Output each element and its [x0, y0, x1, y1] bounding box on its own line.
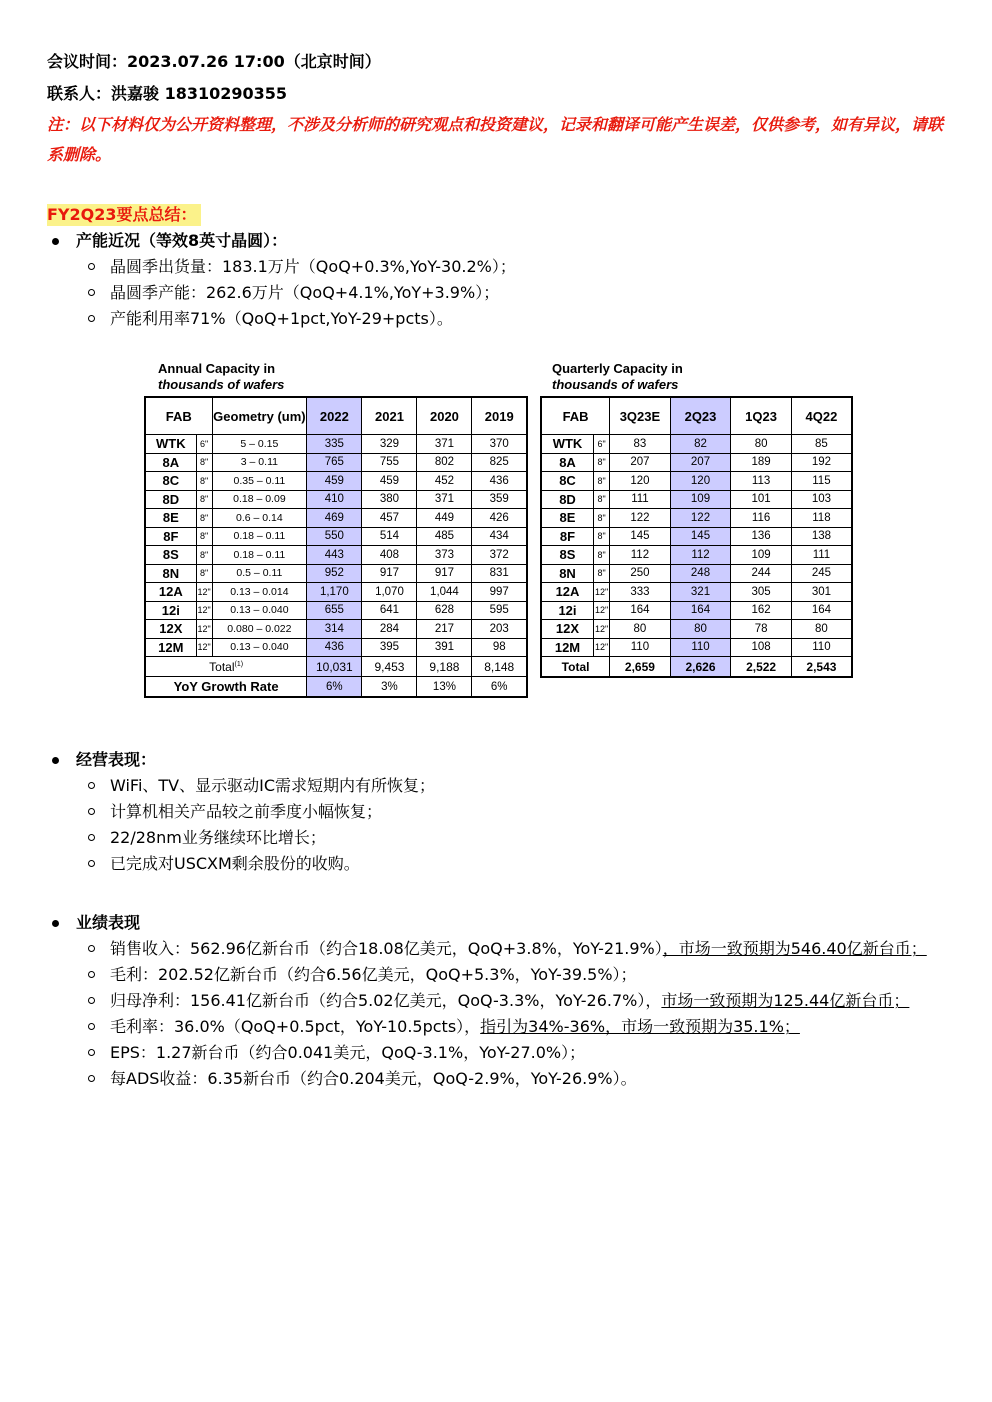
list-item: 22/28nm业务继续环比增长； [110, 825, 948, 851]
value-cell: 98 [472, 638, 527, 657]
value-cell: 115 [791, 472, 852, 491]
value-cell: 459 [307, 472, 362, 491]
growth-cell: 3% [362, 677, 417, 698]
fab-cell: 8D [541, 490, 594, 509]
col-header: 2019 [472, 397, 527, 435]
value-cell: 426 [472, 509, 527, 528]
value-cell: 138 [791, 527, 852, 546]
net-income-text: 归母净利：156.41亿新台币（约合5.02亿美元，QoQ-3.3%，YoY-26.7%）， [110, 991, 662, 1010]
value-cell: 314 [307, 620, 362, 639]
fab-cell: 8D [145, 490, 196, 509]
value-cell: 217 [417, 620, 472, 639]
capacity-list [48, 254, 948, 332]
annual-capacity-table [144, 396, 528, 698]
value-cell: 244 [731, 564, 792, 583]
value-cell: 408 [362, 546, 417, 565]
results-list [48, 936, 948, 1092]
growth-cell: 13% [417, 677, 472, 698]
value-cell: 628 [417, 601, 472, 620]
wafer-size-cell: 6" [594, 435, 610, 454]
value-cell: 111 [791, 546, 852, 565]
fab-cell: 8F [145, 527, 196, 546]
revenue-consensus: ，市场一致预期为546.40亿新台币； [662, 939, 927, 958]
annual-title-line1: Annual Capacity in [158, 361, 276, 376]
value-cell: 111 [610, 490, 671, 509]
col-header: 2Q23 [670, 397, 731, 435]
quarterly-capacity-table [540, 396, 853, 678]
list-item: WiFi、TV、显示驱动IC需求短期内有所恢复； [110, 773, 948, 799]
col-header: 1Q23 [731, 397, 792, 435]
wafer-size-cell: 8" [594, 472, 610, 491]
total-cell: 8,148 [472, 657, 527, 677]
value-cell: 372 [472, 546, 527, 565]
geometry-cell: 0.13 – 0.040 [212, 601, 307, 620]
value-cell: 207 [670, 453, 731, 472]
value-cell: 457 [362, 509, 417, 528]
operations-list [48, 773, 948, 877]
fab-cell: WTK [541, 435, 594, 454]
wafer-size-cell: 6" [196, 435, 212, 454]
table-row [541, 453, 852, 472]
value-cell: 110 [670, 638, 731, 657]
value-cell: 391 [417, 638, 472, 657]
value-cell: 120 [610, 472, 671, 491]
value-cell: 80 [791, 620, 852, 639]
value-cell: 373 [417, 546, 472, 565]
geometry-cell: 0.18 – 0.11 [212, 527, 307, 546]
gross-margin-text: 毛利率：36.0%（QoQ+0.5pct，YoY-10.5pcts）， [110, 1017, 481, 1036]
fab-cell: 12A [145, 583, 196, 602]
fab-cell: 8F [541, 527, 594, 546]
value-cell: 203 [472, 620, 527, 639]
summary-title: FY2Q23要点总结： [47, 204, 201, 226]
wafer-size-cell: 12" [196, 638, 212, 657]
value-cell: 101 [731, 490, 792, 509]
table-row [541, 472, 852, 491]
value-cell: 380 [362, 490, 417, 509]
list-item: 晶圆季出货量：183.1万片（QoQ+0.3%,YoY-30.2%）； [110, 254, 948, 280]
value-cell: 371 [417, 490, 472, 509]
table-row [145, 509, 527, 528]
value-cell: 110 [791, 638, 852, 657]
fab-cell: 8S [145, 546, 196, 565]
list-item-net-income [110, 988, 948, 1014]
table-row [145, 490, 527, 509]
fab-cell: 12M [541, 638, 594, 657]
value-cell: 301 [791, 583, 852, 602]
col-header: 2021 [362, 397, 417, 435]
list-item: 已完成对USCXM剩余股份的收购。 [110, 851, 948, 877]
growth-label: YoY Growth Rate [145, 677, 307, 698]
geometry-cell: 0.13 – 0.014 [212, 583, 307, 602]
value-cell: 370 [472, 435, 527, 454]
value-cell: 449 [417, 509, 472, 528]
fab-cell: 8C [145, 472, 196, 491]
wafer-size-cell: 8" [594, 527, 610, 546]
value-cell: 997 [472, 583, 527, 602]
value-cell: 469 [307, 509, 362, 528]
geometry-cell: 3 – 0.11 [212, 453, 307, 472]
results-section [48, 910, 948, 1092]
value-cell: 595 [472, 601, 527, 620]
wafer-size-cell: 12" [594, 583, 610, 602]
table-row [541, 601, 852, 620]
geometry-cell: 0.13 – 0.040 [212, 638, 307, 657]
value-cell: 655 [307, 601, 362, 620]
list-item-revenue [110, 936, 948, 962]
list-item-gross-margin [110, 1014, 948, 1040]
value-cell: 245 [791, 564, 852, 583]
value-cell: 110 [610, 638, 671, 657]
total-cell: 9,453 [362, 657, 417, 677]
table-row [145, 601, 527, 620]
value-cell: 917 [362, 564, 417, 583]
wafer-size-cell: 8" [594, 509, 610, 528]
value-cell: 395 [362, 638, 417, 657]
fab-cell: 12M [145, 638, 196, 657]
value-cell: 359 [472, 490, 527, 509]
wafer-size-cell: 8" [196, 564, 212, 583]
table-row [145, 527, 527, 546]
value-cell: 305 [731, 583, 792, 602]
value-cell: 459 [362, 472, 417, 491]
table-row [145, 472, 527, 491]
value-cell: 85 [791, 435, 852, 454]
value-cell: 80 [670, 620, 731, 639]
value-cell: 802 [417, 453, 472, 472]
growth-row [145, 677, 527, 698]
total-cell: 9,188 [417, 657, 472, 677]
wafer-size-cell: 12" [594, 620, 610, 639]
value-cell: 207 [610, 453, 671, 472]
annual-title-line2: thousands of wafers [158, 377, 285, 392]
table-row [541, 527, 852, 546]
geometry-cell: 0.080 – 0.022 [212, 620, 307, 639]
list-item-ads: 每ADS收益：6.35新台币（约合0.204美元，QoQ-2.9%，YoY-26.9%）。 [110, 1066, 948, 1092]
total-cell: 2,543 [791, 657, 852, 678]
col-header: 2020 [417, 397, 472, 435]
value-cell: 192 [791, 453, 852, 472]
total-cell: 10,031 [307, 657, 362, 677]
fab-cell: 8S [541, 546, 594, 565]
results-heading: 业绩表现 [48, 910, 948, 936]
fab-cell: 12i [541, 601, 594, 620]
value-cell: 917 [417, 564, 472, 583]
table-row [145, 583, 527, 602]
geometry-cell: 0.18 – 0.09 [212, 490, 307, 509]
table-header-row [145, 397, 527, 435]
operations-section [48, 747, 948, 877]
value-cell: 410 [307, 490, 362, 509]
value-cell: 136 [731, 527, 792, 546]
fab-cell: 12A [541, 583, 594, 602]
quarterly-title-line1: Quarterly Capacity in [552, 361, 683, 376]
total-cell: 2,522 [731, 657, 792, 678]
gross-margin-guidance: 指引为34%-36%，市场一致预期为35.1%； [480, 1017, 800, 1036]
value-cell: 321 [670, 583, 731, 602]
value-cell: 831 [472, 564, 527, 583]
total-cell: 2,659 [610, 657, 671, 678]
value-cell: 1,170 [307, 583, 362, 602]
list-item-eps: EPS：1.27新台币（约合0.041美元，QoQ-3.1%，YoY-27.0%）； [110, 1040, 948, 1066]
value-cell: 80 [610, 620, 671, 639]
fab-cell: WTK [145, 435, 196, 454]
operations-heading: 经营表现： [48, 747, 948, 773]
table-row [145, 638, 527, 657]
geometry-cell: 5 – 0.15 [212, 435, 307, 454]
table-row [541, 620, 852, 639]
col-header: 2022 [307, 397, 362, 435]
wafer-size-cell: 8" [196, 546, 212, 565]
value-cell: 765 [307, 453, 362, 472]
value-cell: 108 [731, 638, 792, 657]
wafer-size-cell: 12" [196, 601, 212, 620]
value-cell: 641 [362, 601, 417, 620]
annual-table-title [158, 361, 284, 393]
value-cell: 116 [731, 509, 792, 528]
value-cell: 514 [362, 527, 417, 546]
table-row [541, 509, 852, 528]
value-cell: 82 [670, 435, 731, 454]
wafer-size-cell: 12" [594, 601, 610, 620]
fab-cell: 8E [541, 509, 594, 528]
list-item: 产能利用率71%（QoQ+1pct,YoY-29+pcts）。 [110, 306, 948, 332]
quarterly-title-line2: thousands of wafers [552, 377, 679, 392]
value-cell: 164 [791, 601, 852, 620]
col-header: 3Q23E [610, 397, 671, 435]
fab-cell: 8E [145, 509, 196, 528]
fab-cell: 12X [145, 620, 196, 639]
geometry-cell: 0.6 – 0.14 [212, 509, 307, 528]
value-cell: 145 [670, 527, 731, 546]
table-row [541, 546, 852, 565]
contact-person: 联系人：洪嘉骏 18310290355 [47, 84, 288, 103]
value-cell: 164 [670, 601, 731, 620]
wafer-size-cell: 8" [196, 472, 212, 491]
value-cell: 145 [610, 527, 671, 546]
disclaimer-note: 注：以下材料仅为公开资料整理，不涉及分析师的研究观点和投资建议，记录和翻译可能产生误差，仅供参考，如有异议，请联系删除。 [47, 115, 944, 164]
value-cell: 329 [362, 435, 417, 454]
value-cell: 83 [610, 435, 671, 454]
wafer-size-cell: 8" [196, 490, 212, 509]
quarterly-table-title [552, 361, 683, 393]
value-cell: 1,044 [417, 583, 472, 602]
wafer-size-cell: 8" [196, 453, 212, 472]
fab-cell: 8N [541, 564, 594, 583]
value-cell: 333 [610, 583, 671, 602]
fab-cell: 8N [145, 564, 196, 583]
value-cell: 755 [362, 453, 417, 472]
value-cell: 452 [417, 472, 472, 491]
table-row [541, 490, 852, 509]
value-cell: 248 [670, 564, 731, 583]
value-cell: 335 [307, 435, 362, 454]
wafer-size-cell: 8" [196, 527, 212, 546]
value-cell: 113 [731, 472, 792, 491]
fab-cell: 12X [541, 620, 594, 639]
meeting-time: 会议时间：2023.07.26 17:00（北京时间） [47, 52, 381, 71]
value-cell: 371 [417, 435, 472, 454]
wafer-size-cell: 8" [594, 564, 610, 583]
value-cell: 825 [472, 453, 527, 472]
list-item: 晶圆季产能：262.6万片（QoQ+4.1%,YoY+3.9%）； [110, 280, 948, 306]
value-cell: 80 [731, 435, 792, 454]
list-item: 计算机相关产品较之前季度小幅恢复； [110, 799, 948, 825]
table-header-row [541, 397, 852, 435]
table-row [541, 564, 852, 583]
net-income-consensus: 市场一致预期为125.44亿新台币； [661, 991, 910, 1010]
col-header: FAB [541, 397, 610, 435]
value-cell: 162 [731, 601, 792, 620]
total-row [145, 657, 527, 677]
table-row [145, 435, 527, 454]
total-label: Total$^{(1)}$ [145, 657, 307, 677]
table-row [145, 453, 527, 472]
fab-cell: 8A [145, 453, 196, 472]
value-cell: 436 [472, 472, 527, 491]
value-cell: 164 [610, 601, 671, 620]
total-row [541, 657, 852, 678]
geometry-cell: 0.35 – 0.11 [212, 472, 307, 491]
value-cell: 120 [670, 472, 731, 491]
value-cell: 436 [307, 638, 362, 657]
value-cell: 122 [610, 509, 671, 528]
table-row [541, 583, 852, 602]
wafer-size-cell: 12" [196, 620, 212, 639]
value-cell: 109 [731, 546, 792, 565]
growth-cell: 6% [307, 677, 362, 698]
value-cell: 434 [472, 527, 527, 546]
value-cell: 109 [670, 490, 731, 509]
table-row [145, 564, 527, 583]
footnote-marker: (1) [234, 660, 244, 668]
col-header: Geometry (um) [212, 397, 307, 435]
value-cell: 112 [610, 546, 671, 565]
table-row [541, 638, 852, 657]
value-cell: 485 [417, 527, 472, 546]
value-cell: 112 [670, 546, 731, 565]
value-cell: 284 [362, 620, 417, 639]
value-cell: 78 [731, 620, 792, 639]
value-cell: 118 [791, 509, 852, 528]
capacity-section [48, 228, 948, 332]
value-cell: 443 [307, 546, 362, 565]
wafer-size-cell: 12" [196, 583, 212, 602]
fab-cell: 8A [541, 453, 594, 472]
list-item-gross-profit: 毛利：202.52亿新台币（约合6.56亿美元，QoQ+5.3%，YoY-39.5%）； [110, 962, 948, 988]
geometry-cell: 0.5 – 0.11 [212, 564, 307, 583]
value-cell: 952 [307, 564, 362, 583]
value-cell: 250 [610, 564, 671, 583]
table-row [541, 435, 852, 454]
col-header: 4Q22 [791, 397, 852, 435]
fab-cell: 12i [145, 601, 196, 620]
capacity-heading: 产能近况（等效8英寸晶圆）： [48, 228, 948, 254]
value-cell: 550 [307, 527, 362, 546]
value-cell: 189 [731, 453, 792, 472]
col-header: FAB [145, 397, 212, 435]
geometry-cell: 0.18 – 0.11 [212, 546, 307, 565]
table-row [145, 546, 527, 565]
value-cell: 1,070 [362, 583, 417, 602]
total-label: Total [541, 657, 610, 678]
wafer-size-cell: 12" [594, 638, 610, 657]
fab-cell: 8C [541, 472, 594, 491]
revenue-text: 销售收入：562.96亿新台币（约合18.08亿美元，QoQ+3.8%，YoY-21.9%） [110, 939, 663, 958]
wafer-size-cell: 8" [594, 453, 610, 472]
growth-cell: 6% [472, 677, 527, 698]
total-cell: 2,626 [670, 657, 731, 678]
wafer-size-cell: 8" [594, 490, 610, 509]
value-cell: 122 [670, 509, 731, 528]
table-row [145, 620, 527, 639]
value-cell: 103 [791, 490, 852, 509]
wafer-size-cell: 8" [594, 546, 610, 565]
wafer-size-cell: 8" [196, 509, 212, 528]
